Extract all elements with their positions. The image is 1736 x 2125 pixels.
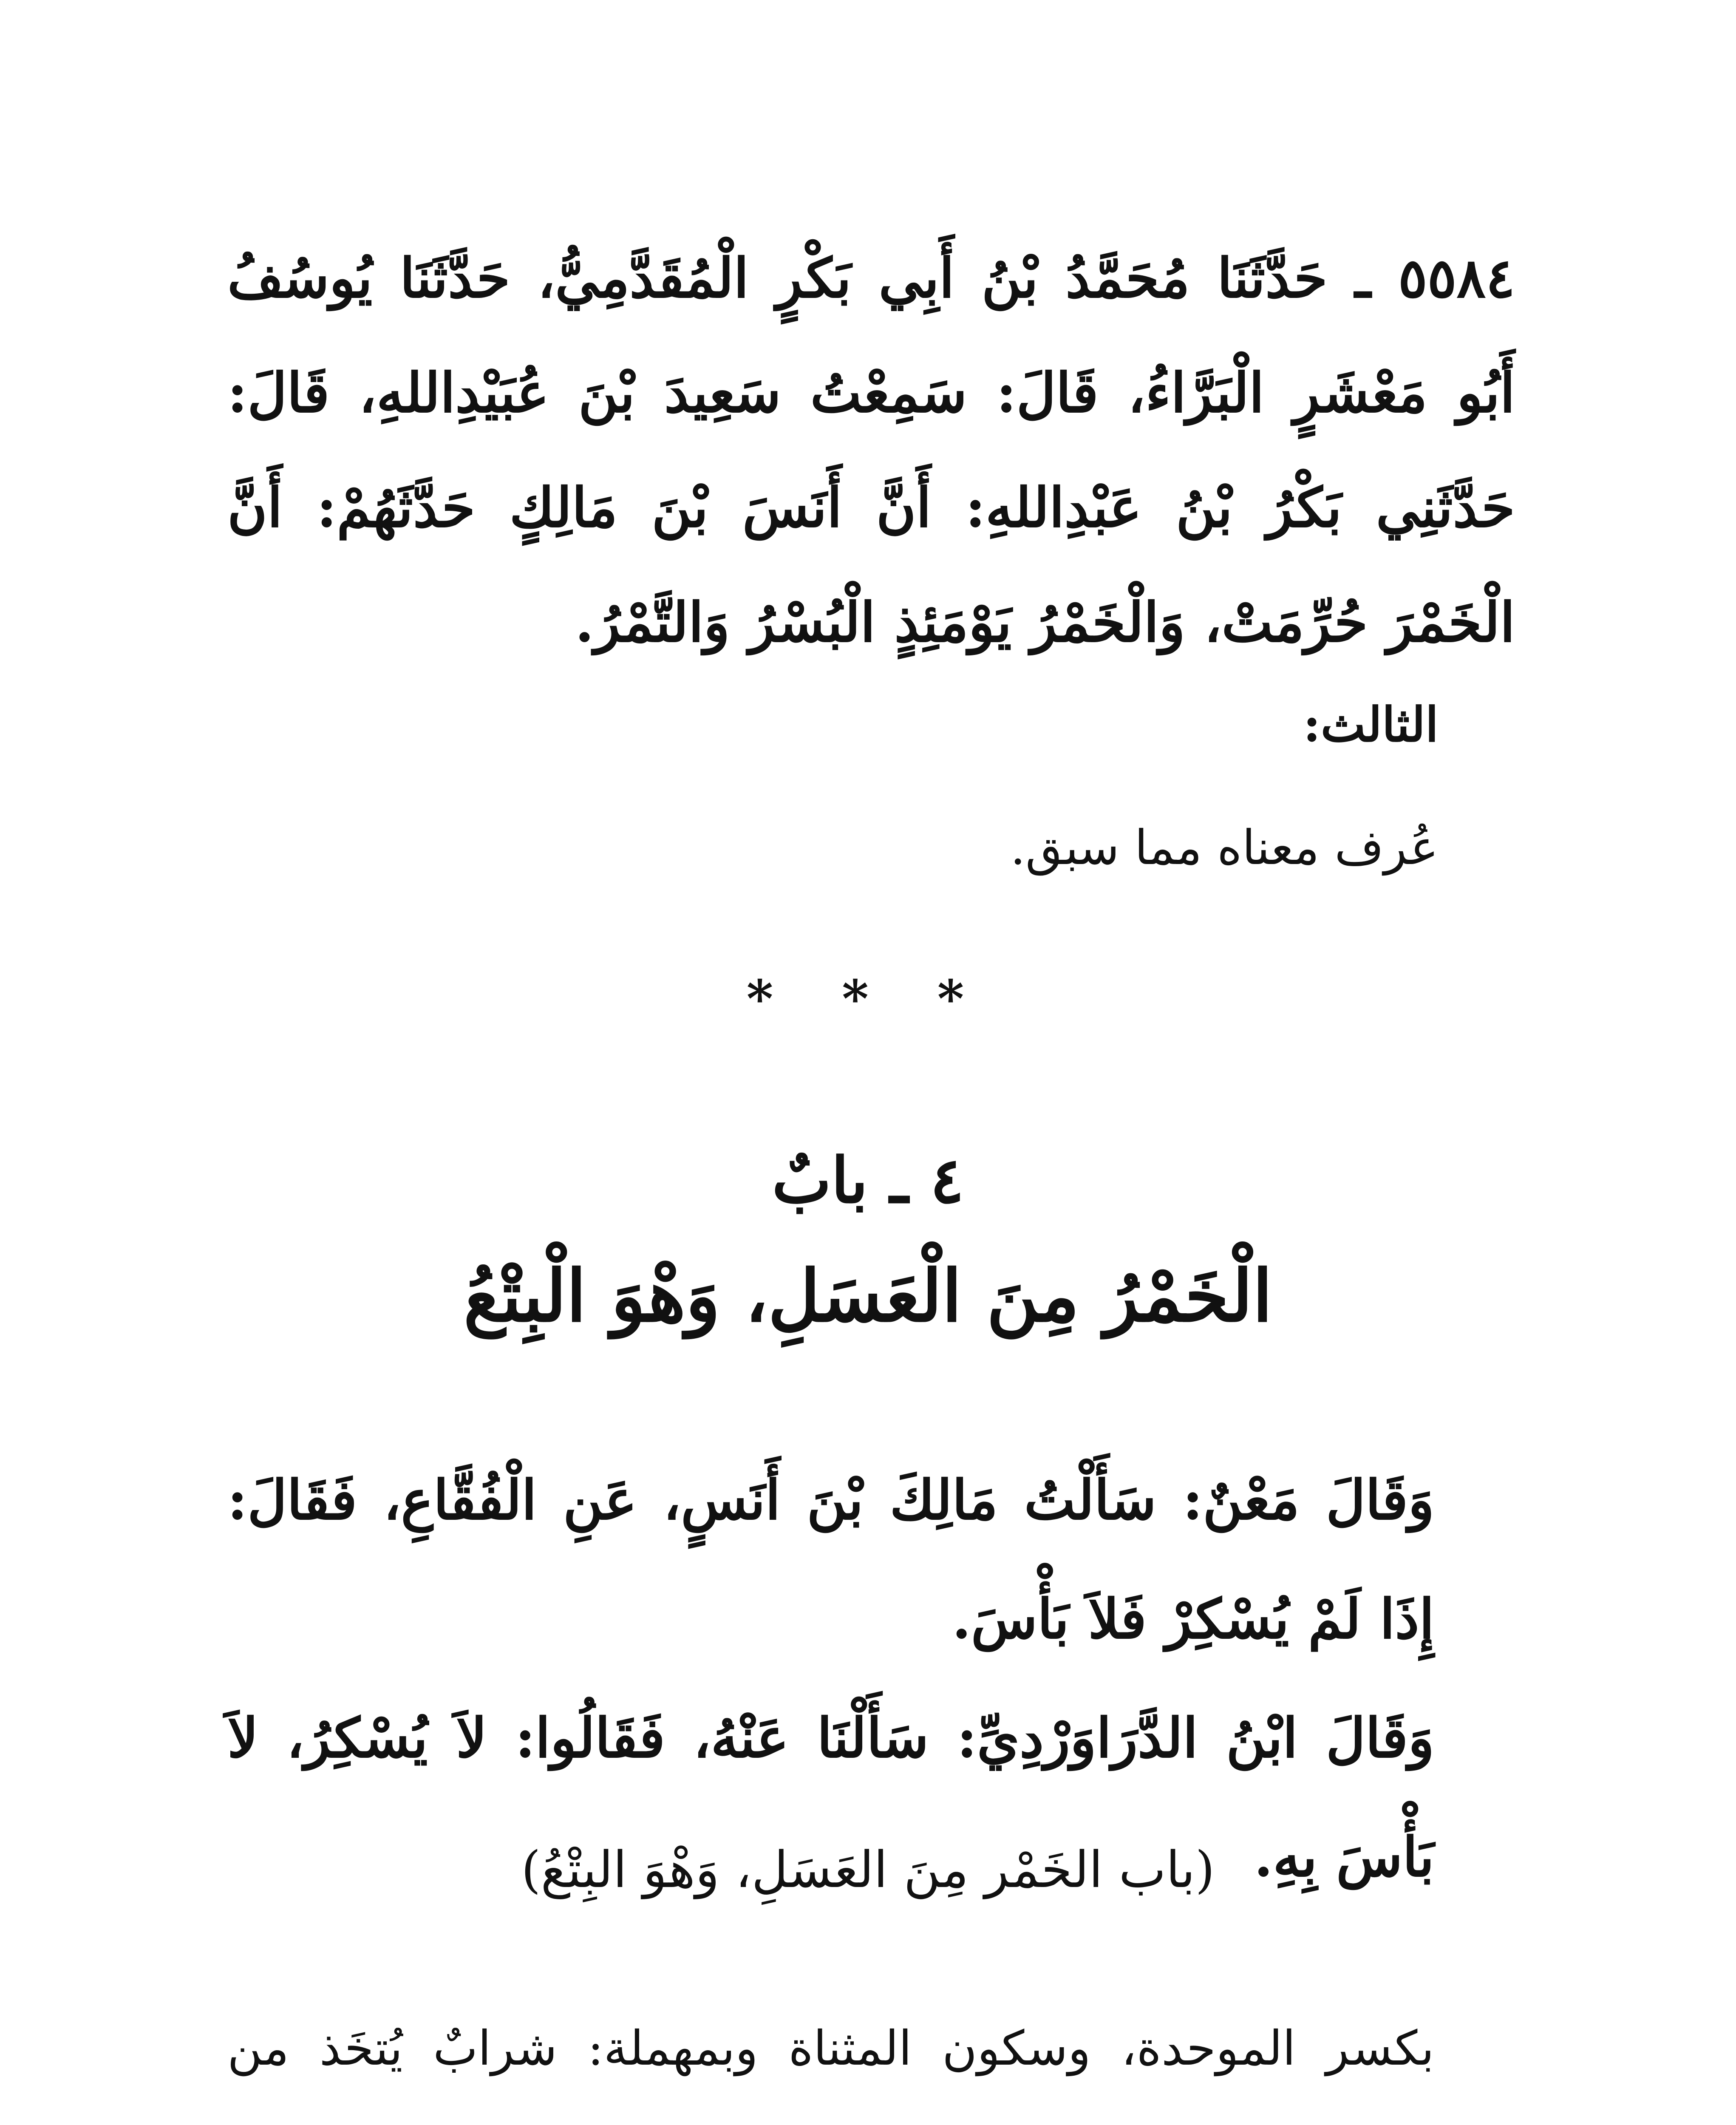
- quote-darawardi-paragraph: وَقَالَ ابْنُ الدَّرَاوَرْدِيِّ: سَأَلْنَا عَنْهُ، فَقَالُوا: لاَ يُسْكِرُ، لاَ بَأْسَ بِهِ.: [227, 1706, 1434, 1889]
- section-label-third: الثالث:: [1303, 697, 1439, 753]
- commentary-heading: (باب الخَمْر مِنَ العَسَلِ، وَهْوَ البِتْعُ): [521, 1840, 1215, 1899]
- hadith-paragraph: ٥٥٨٤ ـ حَدَّثَنَا مُحَمَّدُ بْنُ أَبِي بَكْرٍ الْمُقَدَّمِيُّ، حَدَّثَنَا يُوسُفُ أَبُو مَعْشَرٍ الْبَرَّاءُ، قَالَ: سَمِعْتُ سَعِيدَ بْنَ عُبَيْدِاللهِ، قَالَ: حَدَّثَنِي بَكْرُ بْنُ عَبْدِاللهِ: أَنَّ أَنَسَ بْنَ مَالِكٍ حَدَّثَهُمْ: أَنَّ الْخَمْرَ حُرِّمَتْ، وَالْخَمْرُ يَوْمَئِذٍ الْبُسْرُ وَالتَّمْرُ.: [227, 246, 1515, 654]
- asterisk-separator: * * *: [746, 969, 990, 1029]
- chapter-number-heading: ٤ ـ بابٌ: [772, 1143, 964, 1217]
- quote-maan-paragraph: وَقَالَ مَعْنٌ: سَأَلْتُ مَالِكَ بْنَ أَنَسٍ، عَنِ الْفُقَّاعِ، فَقَالَ: إِذَا لَمْ يُسْكِرْ فَلاَ بَأْسَ.: [227, 1468, 1434, 1651]
- section-third-text: عُرف معناه مما سبق.: [1010, 820, 1439, 876]
- commentary-paragraph: بكسر الموحدة، وسكون المثناة وبمهملة: شرابٌ يُتخَذ من: [227, 2021, 1434, 2076]
- chapter-title-heading: الْخَمْرُ مِنَ الْعَسَلِ، وَهْوَ الْبِتْعُ: [463, 1254, 1273, 1338]
